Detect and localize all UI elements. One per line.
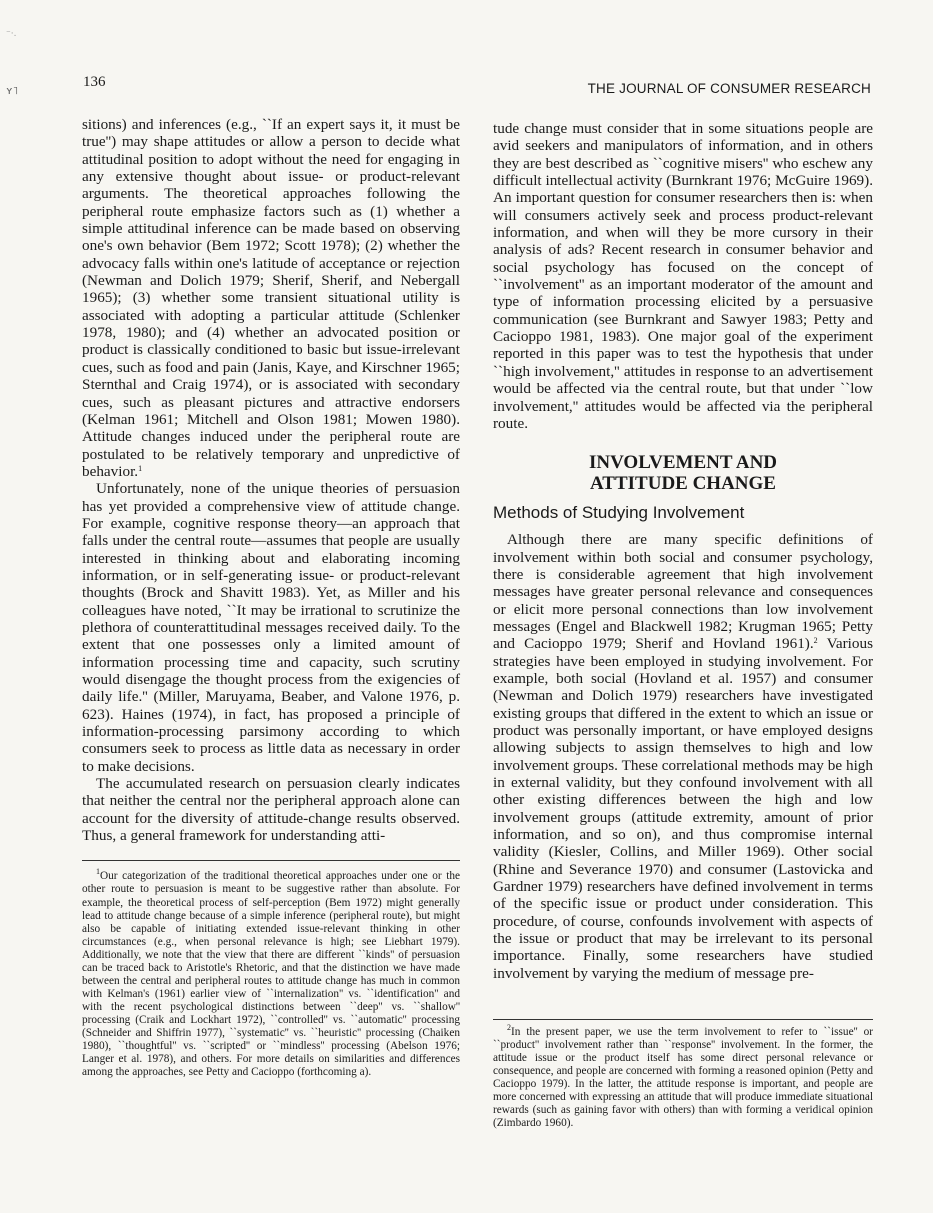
footnote-rule bbox=[493, 1019, 873, 1020]
section-heading-line-2: ATTITUDE CHANGE bbox=[590, 473, 776, 495]
footnote-1 bbox=[82, 867, 460, 1079]
footnote-2-mark: 2 bbox=[507, 1023, 511, 1033]
scan-speck: ⁻·. bbox=[6, 29, 17, 39]
scan-mark: ʏ˥ bbox=[6, 84, 19, 97]
page-number: 136 bbox=[83, 74, 106, 90]
left-paragraph-2: Unfortunately, none of the unique theories of persuasion has yet provided a comprehensive view of attitude change. For example, cognitive response theory—an approach that falls under the central route—assumes that people are usually interested in thinking about and elaborating incoming information, or in self-generating issue- or product-relevant thoughts (Brock and Shavitt 1983). Yet, as Miller and his colleagues have noted, ``It may be irrational to scrutinize the plethora of counterattitudinal messages received daily. To the extent that one possesses only a limited amount of information processing time and capacity, such scrutiny would disengage the thought process from the exigencies of daily life.'' (Miller, Maruyama, Beaber, and Valone 1976, p. 623). Haines (1974), in fact, has proposed a principle of information-processing parsimony according to which consumers seek to process as little data as necessary in order to make decisions. bbox=[82, 480, 460, 775]
footnote-ref-2: 2 bbox=[813, 636, 818, 646]
footnote-rule bbox=[82, 860, 460, 861]
footnote-1-text: Our categorization of the traditional theoretical approaches under one or the other route to persuasion is meant to be suggestive rather than absolute. For example, the theoretical process of self-perception (Bem 1972) might generally lead to attitude change because of a simple inference (peripheral route), but might also be capable of initiating extended issue-relevant thinking in other circumstances (e.g., when personal relevance is high; see Liebhart 1979). Additionally, we note that the view that there are different ``kinds'' of persuasion can be traced back to Aristotle's Rhetoric, and that the distinction we have made between the central and peripheral routes to attitude change has much in common with Kelman's (1961) earlier view of ``internalization'' vs. ``identification'' and with the recent psychological distinctions between ``deep'' vs. ``shallow'' processing (Craik and Lockhart 1972), ``controlled'' vs. ``automatic'' processing (Schneider and Shiffrin 1977), ``systematic'' vs. ``heuristic'' processing (Chaiken 1980), ``thoughtful'' vs. ``scripted'' or ``mindless'' processing (Abelson 1976; Langer et al. 1978), and others. For more details on similarities and differences among the approaches, see Petty and Cacioppo (forthcoming a). bbox=[82, 870, 460, 1079]
right-paragraph-2-text-a: Although there are many specific definitions of involvement within both social and consumer psychology, there is considerable agreement that high involvement messages have greater personal relevance and consequences or elicit more personal connections than low involvement messages (Engel and Blackwell 1982; Krugman 1965; Petty and Cacioppo 1979; Sherif and Hovland 1961). bbox=[493, 531, 873, 653]
footnote-2-text: In the present paper, we use the term involvement to refer to ``issue'' or ``product'' involvement rather than ``response'' involvement. In the former, the attitude issue or the product itself has some direct personal relevance or consequence, and people are concerned with forming a reasoned opinion (Petty and Cacioppo 1979). In the latter, the attitude response is important, and people are more concerned with expressing an attitude that will produce immediate situational rewards (such as gaining favor with others) than with forming a veridical opinion (Zimbardo 1960). bbox=[493, 1026, 873, 1130]
footnote-2 bbox=[493, 1023, 873, 1130]
footnote-ref-1: 1 bbox=[138, 463, 143, 473]
section-heading bbox=[493, 452, 873, 494]
section-heading-line-1: INVOLVEMENT AND bbox=[588, 452, 778, 474]
right-column bbox=[493, 120, 873, 1131]
right-paragraph-2-text-b: Various strategies have been employed in studying involvement. For example, both social (Hovland et al. 1957) and consumer (Newman and Dolich 1979) researchers have investigated existing groups that differed in the extent to which an issue or product was personally important, or have employed designs allowing subjects to assign themselves to high and low involvement groups. These correlational methods may be high in external validity, but they confound involvement with all other existing differences between the high and low involvement groups (attitude extremity, amount of prior information, and so on), and thus compromise internal validity (Kiesler, Collins, and Miller 1969). Other social (Rhine and Severance 1970) and consumer (Lastovicka and Gardner 1979) researchers have defined involvement in terms of the specific issue or product under consideration. This procedure, of course, confounds involvement with aspects of the issue or product that may be irrelevant to its personal importance. Finally, some researchers have studied involvement by varying the medium of message pre- bbox=[493, 635, 874, 982]
footnote-1-mark: 1 bbox=[96, 867, 100, 877]
right-paragraph-2 bbox=[493, 531, 873, 982]
left-paragraph-1-text: sitions) and inferences (e.g., ``If an expert says it, it must be true'') may shape attitudes or allow a person to decide what attitudinal position to adopt without the need for engaging in any extensive thought about issue- or product-relevant arguments. The theoretical approaches following the peripheral route emphasize factors such as (1) whether a simple attitudinal inference can be made based on observing one's own behavior (Bem 1972; Scott 1978); (2) whether the advocacy falls within one's latitude of acceptance or rejection (Newman and Dolich 1979; Sherif, Sherif, and Nebergall 1965); (3) whether some transient situational utility is associated with adopting a particular attitude (Schlenker 1978, 1980); and (4) whether an advocated position or product is classically conditioned to basic but issue-irrelevant cues, such as food and pain (Janis, Kaye, and Kirschner 1965; Sternthal and Craig 1974), or is associated with secondary cues, such as pleasant pictures and attractive endorsers (Kelman 1961; Mitchell and Olson 1981; Mowen 1980). Attitude changes induced under the peripheral route are postulated to be relatively temporary and unpredictive of behavior. bbox=[82, 116, 460, 480]
left-paragraph-1 bbox=[82, 116, 460, 480]
running-head: THE JOURNAL OF CONSUMER RESEARCH bbox=[587, 81, 871, 96]
subsection-heading: Methods of Studying Involvement bbox=[493, 503, 745, 523]
left-column bbox=[82, 116, 460, 1079]
left-paragraph-3: The accumulated research on persuasion clearly indicates that neither the central nor the peripheral approach alone can account for the diversity of attitude-change results observed. Thus, a general framework for understanding atti- bbox=[82, 775, 460, 845]
right-paragraph-1: tude change must consider that in some situations people are avid seekers and manipulators of information, and in others they are best described as ``cognitive misers'' who eschew any difficult intellectual activity (Burnkrant 1976; McGuire 1969). An important question for consumer researchers then is: when will consumers actively seek and process product-relevant information, and when will they be more cursory in their analysis of ads? Recent research in consumer behavior and social psychology has focused on the concept of ``involvement'' as an important moderator of the amount and type of information processing elicited by a persuasive communication (see Burnkrant and Sawyer 1983; Petty and Cacioppo 1981, 1983). One major goal of the experiment reported in this paper was to test the hypothesis that under ``high involvement,'' attitudes in response to an advertisement would be affected via the central route, but that under ``low involvement,'' attitudes would be affected via the peripheral route. bbox=[493, 120, 873, 432]
